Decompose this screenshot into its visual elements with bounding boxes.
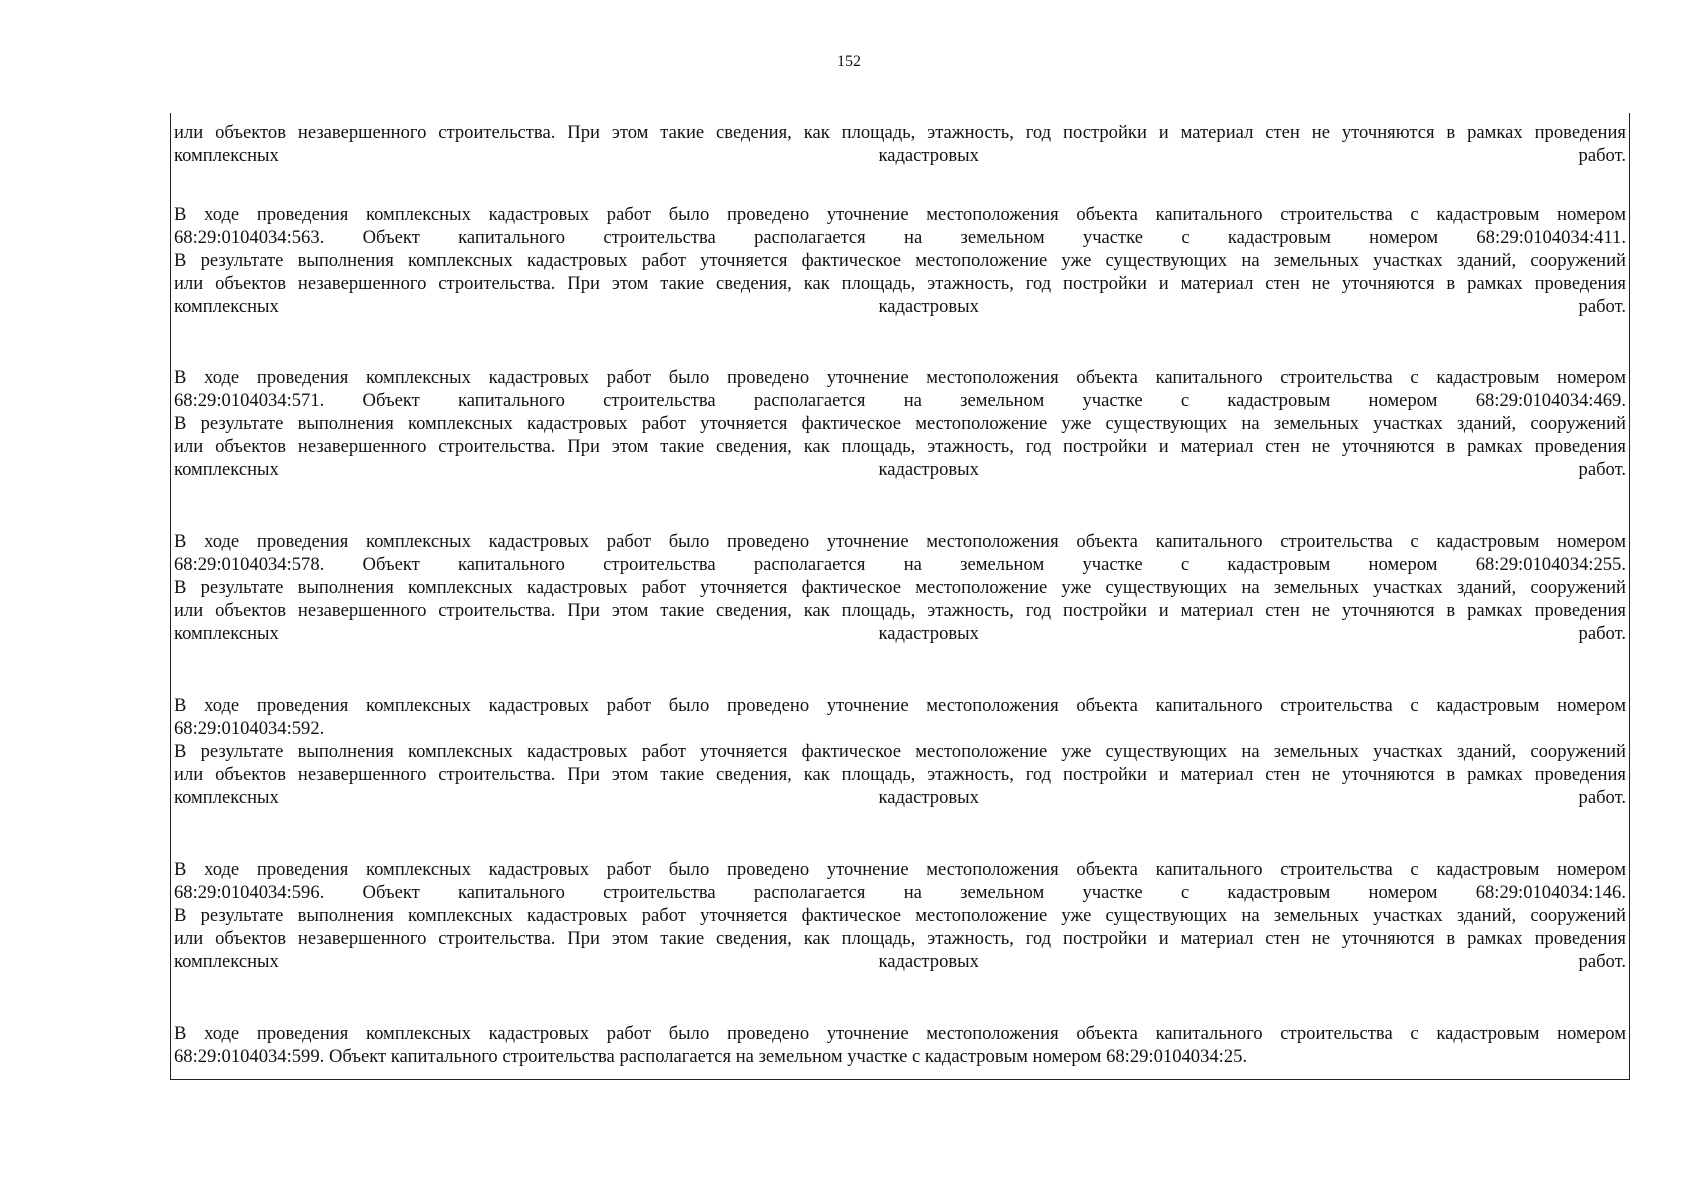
text-line: или объектов незавершенного строительства. При этом такие сведения, как площадь, этажность, год постройки и материал стен не уточняются в рамках проведения [174, 600, 1626, 621]
text-line: комплексных кадастровых работ. [174, 623, 1626, 644]
text-line: или объектов незавершенного строительства. При этом такие сведения, как площадь, этажность, год постройки и материал стен не уточняются в рамках проведения [174, 436, 1626, 457]
paragraph-object-563 [174, 203, 1626, 318]
text-line: или объектов незавершенного строительства. При этом такие сведения, как площадь, этажность, год постройки и материал стен не уточняются в рамках проведения [174, 273, 1626, 294]
text-line: В результате выполнения комплексных кадастровых работ уточняется фактическое местоположение уже существующих на земельных участках зданий, сооружений [174, 413, 1626, 434]
text-line: или объектов незавершенного строительства. При этом такие сведения, как площадь, этажность, год постройки и материал стен не уточняются в рамках проведения [174, 122, 1626, 143]
text-line: В ходе проведения комплексных кадастровых работ было проведено уточнение местоположения объекта капитального строительства с кадастровым номером [174, 695, 1626, 716]
page-number: 152 [837, 53, 861, 70]
text-line: комплексных кадастровых работ. [174, 459, 1626, 480]
text-line: 68:29:0104034:592. [174, 718, 325, 739]
text-line: 68:29:0104034:596. Объект капитального строительства располагается на земельном участке с кадастровым номером 68:29:0104034:146. [174, 882, 1626, 903]
document-content-box [170, 113, 1630, 1080]
text-line: комплексных кадастровых работ. [174, 787, 1626, 808]
text-line: комплексных кадастровых работ. [174, 951, 1626, 972]
text-line: В результате выполнения комплексных кадастровых работ уточняется фактическое местоположение уже существующих на земельных участках зданий, сооружений [174, 250, 1626, 271]
text-line: 68:29:0104034:571. Объект капитального строительства располагается на земельном участке с кадастровым номером 68:29:0104034:469. [174, 390, 1626, 411]
text-line: комплексных кадастровых работ. [174, 296, 1626, 317]
text-line: В ходе проведения комплексных кадастровых работ было проведено уточнение местоположения объекта капитального строительства с кадастровым номером [174, 859, 1626, 880]
text-line: 68:29:0104034:578. Объект капитального строительства располагается на земельном участке с кадастровым номером 68:29:0104034:255. [174, 554, 1626, 575]
text-line: комплексных кадастровых работ. [174, 145, 1626, 166]
text-line: 68:29:0104034:563. Объект капитального строительства располагается на земельном участке с кадастровым номером 68:29:0104034:411. [174, 227, 1626, 248]
paragraph-object-578 [174, 530, 1626, 645]
text-line: 68:29:0104034:599. Объект капитального строительства располагается на земельном участке с кадастровым номером 68:29:0104034:25. [174, 1046, 1248, 1067]
text-line: В результате выполнения комплексных кадастровых работ уточняется фактическое местоположение уже существующих на земельных участках зданий, сооружений [174, 741, 1626, 762]
text-line: или объектов незавершенного строительства. При этом такие сведения, как площадь, этажность, год постройки и материал стен не уточняются в рамках проведения [174, 928, 1626, 949]
text-line: В результате выполнения комплексных кадастровых работ уточняется фактическое местоположение уже существующих на земельных участках зданий, сооружений [174, 905, 1626, 926]
text-line: В ходе проведения комплексных кадастровых работ было проведено уточнение местоположения объекта капитального строительства с кадастровым номером [174, 531, 1626, 552]
text-line: В результате выполнения комплексных кадастровых работ уточняется фактическое местоположение уже существующих на земельных участках зданий, сооружений [174, 577, 1626, 598]
text-line: В ходе проведения комплексных кадастровых работ было проведено уточнение местоположения объекта капитального строительства с кадастровым номером [174, 1023, 1626, 1044]
paragraph-continuation [174, 121, 1626, 167]
text-line: В ходе проведения комплексных кадастровых работ было проведено уточнение местоположения объекта капитального строительства с кадастровым номером [174, 367, 1626, 388]
paragraph-object-571 [174, 366, 1626, 481]
paragraph-object-596 [174, 858, 1626, 973]
text-line: В ходе проведения комплексных кадастровых работ было проведено уточнение местоположения объекта капитального строительства с кадастровым номером [174, 204, 1626, 225]
paragraph-object-599 [174, 1022, 1626, 1068]
paragraph-object-592 [174, 694, 1626, 809]
text-line: или объектов незавершенного строительства. При этом такие сведения, как площадь, этажность, год постройки и материал стен не уточняются в рамках проведения [174, 764, 1626, 785]
